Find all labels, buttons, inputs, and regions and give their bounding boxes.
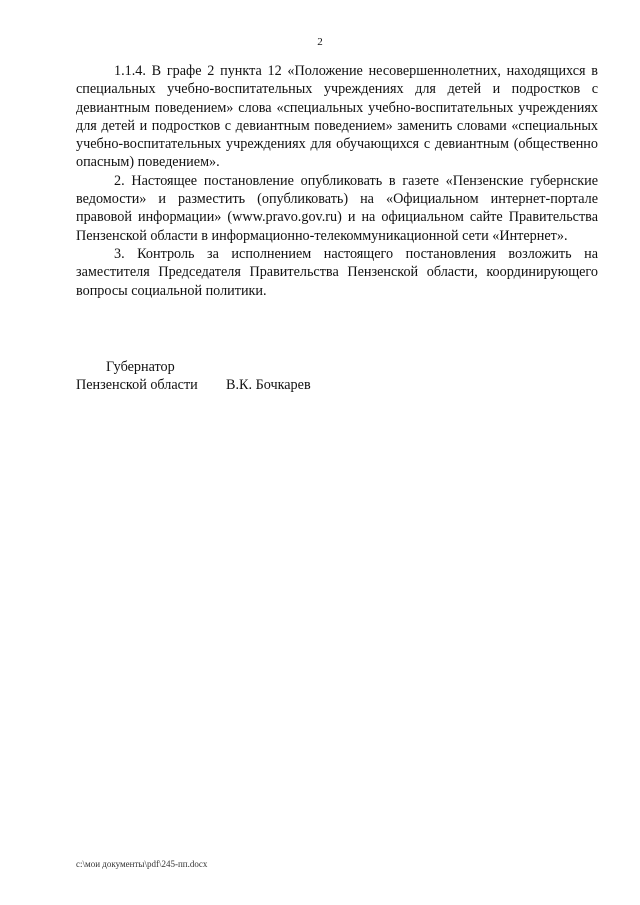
signature-block	[76, 358, 311, 395]
document-body	[76, 62, 598, 300]
footer-file-path: c:\мои документы\pdf\245-пп.docx	[76, 859, 208, 869]
paragraph-1-1-4: 1.1.4. В графе 2 пункта 12 «Положение несовершеннолетних, находящихся в специальных учебно-воспитательных учреждениях для детей и подростков с девиантным поведением» слова «специальных учебно-воспитательных учреждениях для детей и подростков с девиантным поведением» заменить словами «специальных учебно-воспитательных учреждениях для обучающихся с девиантным (общественно опасным) поведением».	[76, 63, 598, 171]
paragraph-2: 2. Настоящее постановление опубликовать в газете «Пензенские губернские ведомости» и разместить (опубликовать) на «Официальном интернет-портале правовой информации» (www.pravo.gov.ru) и на официальном сайте Правительства Пензенской области в информационно-телекоммуникационной сети «Интернет».	[76, 172, 598, 244]
signature-name: В.К. Бочкарев	[226, 377, 311, 394]
paragraph-3: 3. Контроль за исполнением настоящего постановления возложить на заместителя Председателя Правительства Пензенской области, координирующего вопросы социальной политики.	[76, 245, 598, 299]
signature-region: Пензенской области	[76, 377, 198, 394]
page-number: 2	[317, 36, 323, 48]
signature-row	[76, 376, 311, 394]
signature-title: Губернатор	[106, 359, 175, 375]
